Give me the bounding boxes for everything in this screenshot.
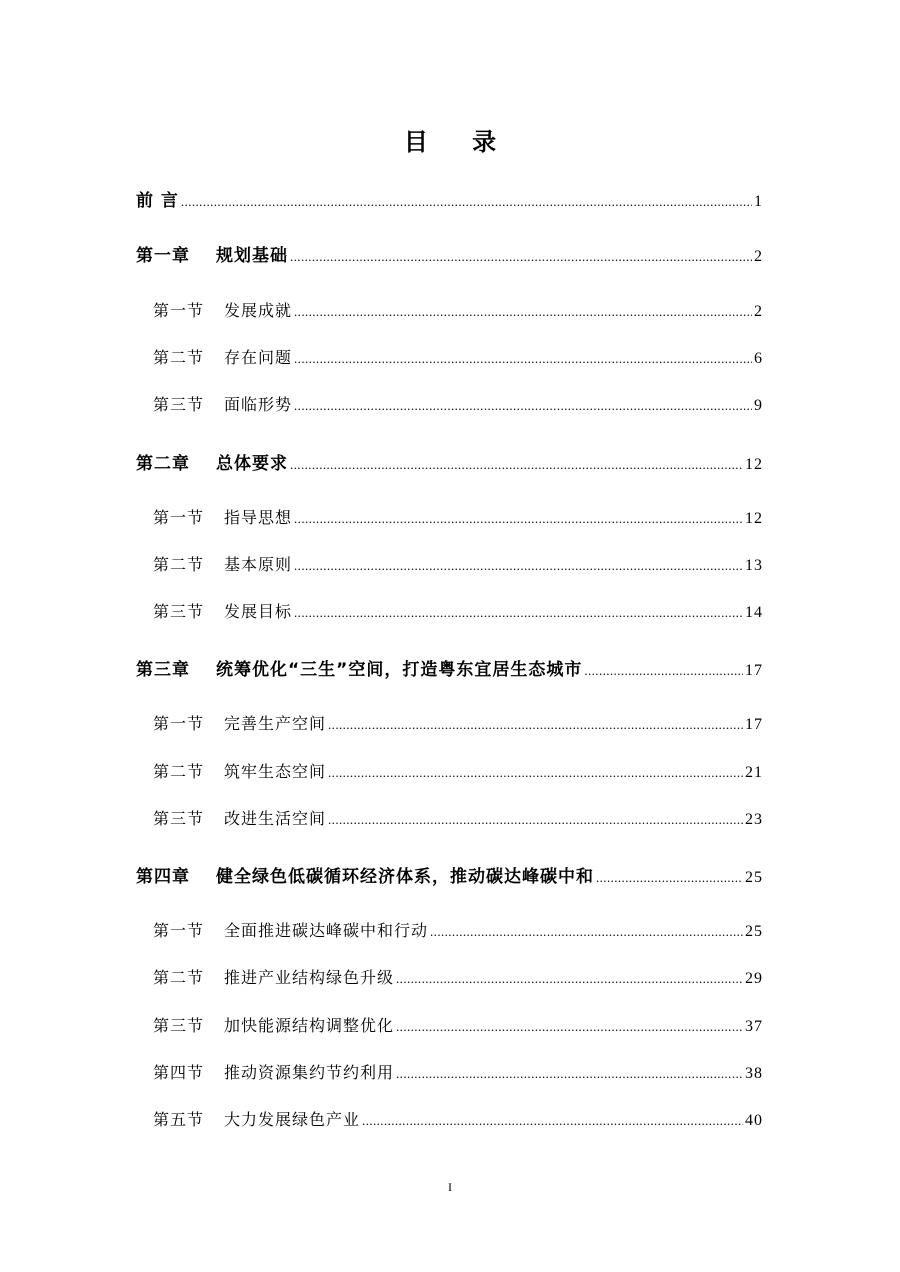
toc-entry-number: 第一节 xyxy=(153,714,205,733)
toc-entry-number: 第一章 xyxy=(136,246,190,266)
toc-page-number: 13 xyxy=(745,557,763,574)
toc-entry-number: 第五节 xyxy=(153,1110,205,1129)
toc-leader-dots xyxy=(328,717,743,733)
toc-entry-section[interactable] xyxy=(153,505,763,533)
toc-entry-number: 第四节 xyxy=(153,1063,205,1082)
toc-page-number: 6 xyxy=(754,350,763,367)
toc-entry-section[interactable] xyxy=(153,599,763,627)
toc-entry-number: 第三节 xyxy=(153,809,205,828)
toc-entry-label: 加快能源结构调整优化 xyxy=(224,1016,395,1035)
toc-entry-label: 面临形势 xyxy=(224,395,293,414)
toc-entry-section[interactable] xyxy=(153,1013,763,1041)
toc-leader-dots xyxy=(181,194,752,210)
toc-entry-number: 第四章 xyxy=(136,867,190,887)
toc-entry-number: 第二节 xyxy=(153,762,205,781)
toc-leader-dots xyxy=(396,971,743,987)
toc-page-number: 2 xyxy=(754,303,763,320)
toc-entry-section[interactable] xyxy=(153,1060,763,1088)
toc-entry-label: 基本原则 xyxy=(224,555,293,574)
toc-entry-number: 第一节 xyxy=(153,301,205,320)
page-title: 目 录 xyxy=(403,128,515,156)
toc-entry-number: 第二章 xyxy=(136,454,190,474)
toc-entry-label: 总体要求 xyxy=(216,454,288,474)
toc-entry-number: 第二节 xyxy=(153,555,205,574)
toc-entry-number: 第三节 xyxy=(153,1016,205,1035)
toc-leader-dots xyxy=(294,605,743,621)
toc-entry-chapter-4[interactable] xyxy=(136,862,763,890)
toc-page-number: 1 xyxy=(754,193,763,210)
toc-entry-section[interactable] xyxy=(153,806,763,834)
toc-entry-label: 统筹优化“三生”空间，打造粤东宜居生态城市 xyxy=(216,660,583,680)
toc-page-number: 21 xyxy=(745,764,763,781)
page-footer-number: I xyxy=(448,1180,452,1194)
toc-page-number: 25 xyxy=(745,923,763,940)
toc-entry-label: 指导思想 xyxy=(224,508,293,527)
toc-entry-label: 大力发展绿色产业 xyxy=(224,1110,361,1129)
toc-page-number: 9 xyxy=(754,397,763,414)
toc-entry-section[interactable] xyxy=(153,392,763,420)
toc-leader-dots xyxy=(290,249,752,265)
toc-entry-label: 规划基础 xyxy=(216,246,288,266)
toc-entry-label: 存在问题 xyxy=(224,348,293,367)
toc-entry-section[interactable] xyxy=(153,298,763,326)
toc-entry-preface[interactable] xyxy=(136,186,763,214)
toc-leader-dots xyxy=(294,558,743,574)
toc-leader-dots xyxy=(328,812,743,828)
toc-leader-dots xyxy=(294,398,752,414)
toc-leader-dots xyxy=(584,663,743,679)
toc-entry-number: 前 言 xyxy=(136,191,179,211)
toc-entry-number: 第二节 xyxy=(153,968,205,987)
toc-entry-chapter-2[interactable] xyxy=(136,449,763,477)
toc-entry-section[interactable] xyxy=(153,711,763,739)
toc-entry-section[interactable] xyxy=(153,552,763,580)
toc-page-number: 25 xyxy=(745,869,763,886)
toc-entry-label: 健全绿色低碳循环经济体系，推动碳达峰碳中和 xyxy=(216,867,594,887)
toc-page-number: 14 xyxy=(745,604,763,621)
toc-page-number: 37 xyxy=(745,1018,763,1035)
toc-entry-section[interactable] xyxy=(153,759,763,787)
toc-page-number: 12 xyxy=(745,456,763,473)
toc-entry-section[interactable] xyxy=(153,965,763,993)
toc-leader-dots xyxy=(596,870,743,886)
toc-leader-dots xyxy=(396,1066,743,1082)
toc-entry-number: 第一节 xyxy=(153,508,205,527)
toc-page-number: 17 xyxy=(745,662,763,679)
toc-leader-dots xyxy=(328,765,743,781)
toc-entry-number: 第三节 xyxy=(153,395,205,414)
toc-entry-chapter-3[interactable] xyxy=(136,655,763,683)
toc-entry-number: 第三章 xyxy=(136,660,190,680)
toc-leader-dots xyxy=(294,511,743,527)
toc-entry-label: 推进产业结构绿色升级 xyxy=(224,968,395,987)
toc-leader-dots xyxy=(362,1113,743,1129)
toc-page-number: 40 xyxy=(745,1112,763,1129)
toc-page-number: 38 xyxy=(745,1065,763,1082)
toc-entry-label: 筑牢生态空间 xyxy=(224,762,327,781)
toc-entry-number: 第一节 xyxy=(153,921,205,940)
toc-entry-number: 第二节 xyxy=(153,348,205,367)
toc-entry-label: 推动资源集约节约利用 xyxy=(224,1063,395,1082)
toc-entry-section[interactable] xyxy=(153,1107,763,1135)
toc-page-number: 12 xyxy=(745,510,763,527)
toc-leader-dots xyxy=(290,457,743,473)
toc-entry-label: 发展目标 xyxy=(224,602,293,621)
toc-page-number: 17 xyxy=(745,716,763,733)
toc-entry-label: 完善生产空间 xyxy=(224,714,327,733)
toc-page-number: 29 xyxy=(745,970,763,987)
toc-entry-label: 改进生活空间 xyxy=(224,809,327,828)
toc-leader-dots xyxy=(294,304,752,320)
toc-entry-section[interactable] xyxy=(153,918,763,946)
toc-entry-section[interactable] xyxy=(153,345,763,373)
toc-page-number: 23 xyxy=(745,811,763,828)
toc-leader-dots xyxy=(430,924,743,940)
toc-leader-dots xyxy=(396,1019,743,1035)
toc-entry-label: 全面推进碳达峰碳中和行动 xyxy=(224,921,429,940)
toc-entry-label: 发展成就 xyxy=(224,301,293,320)
toc-entry-number: 第三节 xyxy=(153,602,205,621)
toc-page-number: 2 xyxy=(754,248,763,265)
toc-entry-chapter-1[interactable] xyxy=(136,241,763,269)
toc-leader-dots xyxy=(294,351,752,367)
